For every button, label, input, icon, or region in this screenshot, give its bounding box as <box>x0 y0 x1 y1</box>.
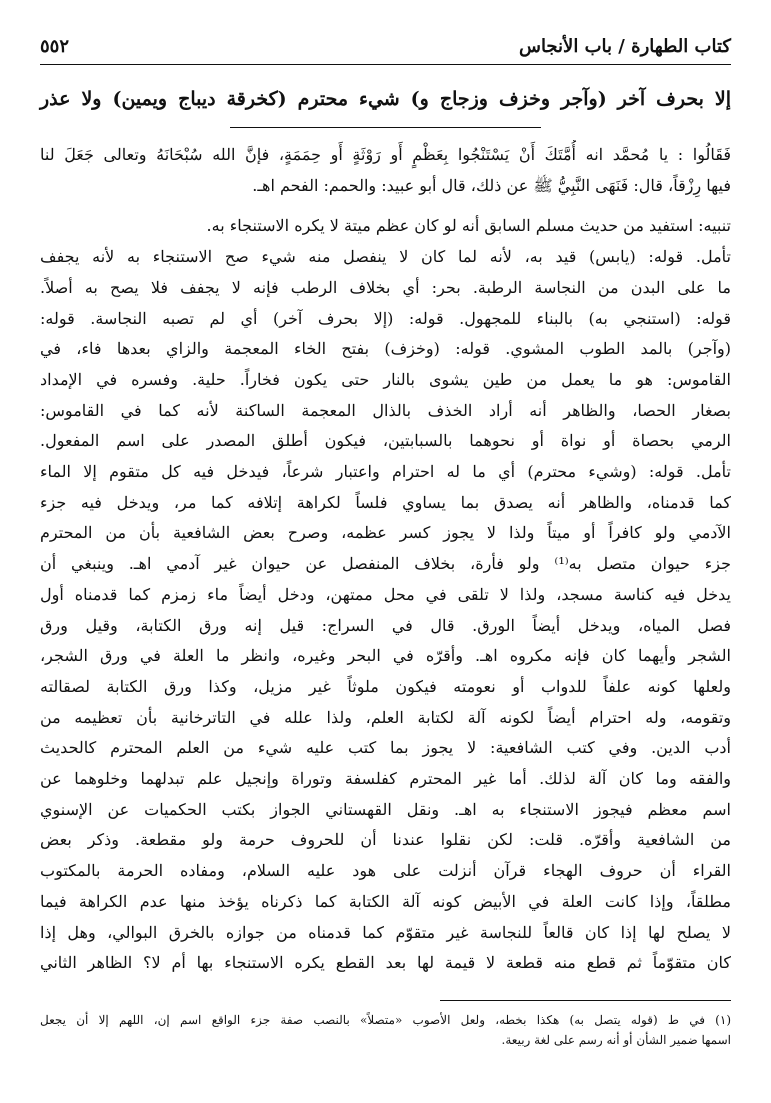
running-title: كتاب الطهارة / باب الأنجاس <box>518 36 731 57</box>
commentary-line: جزء حيوان متصل به⁽¹⁾ ولو فأرة، بخلاف المنفصل عن حيوان غير آدمي اهـ. وينبغي أن <box>40 554 731 574</box>
commentary-line: تنبيه: استفيد من حديث مسلم السابق أنه لو كان عظم ميتة لا يكره الاستنجاء به. <box>206 216 731 236</box>
commentary-block <box>40 140 731 979</box>
commentary-line: لا يصلح لها إذا كان قالعاً للنجاسة غير متقوّم كما قدمناه من جوازه بالخرق البوالي، وهل إذا <box>40 922 731 942</box>
commentary-line: قوله: (استنجي به) بالبناء للمجهول. قوله: (إلا بحرف آخر) أي لم تصبه النجاسة. قوله: <box>40 308 731 328</box>
footnote-line: (١) في ط (قوله يتصل به) هكذا بخطه، ولعل الأصوب «متصلاً» بالنصب صفة جزء الواقع اسم إن، اللهم إلا أن يجعل <box>40 1013 731 1027</box>
commentary-line: ما على البدن من النجاسة الرطبة. بحر: أي بخلاف الرطب فإنه لا يجفف فلا يصح به أصلاً. <box>40 277 731 297</box>
commentary-line: (وآجر) بالمد الطوب المشوي. قوله: (وخزف) بفتح الخاء المعجمة والزاي بعدها فاء، في <box>40 339 731 359</box>
page-number: ٥٥٢ <box>40 36 70 57</box>
commentary-line: بصغار الحصا، والظاهر أنه أراد الخذف بالذال المعجمة الساكنة لأنه كما في القاموس: <box>40 400 731 420</box>
footnote-rule <box>440 1000 731 1001</box>
footnote-line: اسمها ضمير الشأن أو أنه رسم على لغة ربيعة. <box>501 1033 731 1047</box>
commentary-line: تأمل. قوله: (يابس) قيد به، لأنه لما كان لا ينفصل منه شيء صح الاستنجاء به لأنه يجفف <box>40 247 731 267</box>
commentary-line: من الشافعية وأقرّه. قلت: لكن نقلوا عندنا أن للحروف حرمة ولو مقطعة. وذكر بعض <box>40 830 731 850</box>
commentary-line: وتقومه، وله احترام أيضاً لكونه آلة لكتابة العلم، ولذا علله في التاترخانية بأن تعظيمه من <box>40 707 731 727</box>
commentary-line: ولعلها كونه علفاً للدواب أو نعومته فيكون ملوثاً غير مزيل، وكذا ورق الكتابة لصقالته <box>40 676 731 696</box>
commentary-line: تأمل. قوله: (وشيء محترم) أي ما له احترام واعتبار شرعاً، فيدخل فيه كل متقوم إلا الماء <box>40 462 731 482</box>
commentary-line: الآدمي ولو كافراً أو ميتاً ولذا لا يجوز كسر عظمه، وصرح بعض الشافعية بأن من المحترم <box>40 523 731 543</box>
main-text-separator <box>230 127 541 128</box>
commentary-line: يدخل فيه كناسة مسجد، ولذا لا تلقى في محل ممتهن، ودخل أيضاً ماء زمزم كما قدمناه أول <box>40 584 731 604</box>
footnotes <box>40 1010 731 1050</box>
commentary-line: أدب الدين. وفي كتب الشافعية: لا يجوز بما كتب عليه شيء من العلم المحترم كالحديث <box>40 738 731 758</box>
page-header <box>40 36 731 57</box>
commentary-line: الرمي بحصاة أو نواة أو نحوهما بالسبابتين، فيكون أطلق المصدر على اسم المفعول. <box>40 431 731 451</box>
commentary-line: كان متقوّماً ثم قطع منه قطعة لا قيمة لها بعد القطع يكره الاستنجاء بها أم لا؟ الظاهر الثاني <box>40 953 731 973</box>
commentary-line: فيها رِزْقاً، قال: فَنَهَى النَّبِيُّ ﷺ عن ذلك، قال أبو عبيد: والحمم: الفحم اهـ. <box>252 175 731 195</box>
main-text-line: إلا بحرف آخر (وآجر وخزف وزجاج و) شيء محترم (كخرقة ديباج ويمين) ولا عذر <box>40 88 731 110</box>
commentary-line: فصل المياه، ويدخل أيضاً الورق. قال في السراج: قيل إنه ورق الكتابة، وقيل ورق <box>40 615 731 635</box>
commentary-line: الشجر وأيهما كان فإنه مكروه اهـ. وأقرّه في البحر وغيره، وانظر ما العلة في ورق الشجر، <box>40 646 731 666</box>
commentary-line: مطلقاً، وإذا كانت العلة في الأبيض كونه آلة الكتابة كما ذكرناه يؤخذ منها عدم الكراهة فيما <box>40 891 731 911</box>
commentary-line: كما قدمناه، والظاهر أنه يصدق بما يساوي فلساً لكراهة إتلافه كما مر، ويدخل فيه جزء <box>40 492 731 512</box>
commentary-line: القاموس: هو ما يعمل من طين يشوى بالنار حتى يكون فخاراً. حلية. وفسره في الإمداد <box>40 369 731 389</box>
header-rule <box>40 64 731 65</box>
commentary-line: القراء أن حروف الهجاء قرآن أنزلت على هود عليه السلام، ومفاده الحرمة بالمكتوب <box>40 861 731 881</box>
commentary-line: والفقه وما كان آلة لذلك. أما غير المحترم كفلسفة وتوراة وإنجيل علم تبدلهما وخلوهما عن <box>40 769 731 789</box>
commentary-line: فَقَالُوا : يا مُحمَّد انه أُمَّتَكَ أَنْ يَسْتَنْجُوا بِعَظْمٍ أَو رَوْثَةٍ أَو حِمَمَةٍ، فإنَّ الله سُبْحَانَهُ وتعالى جَعَلَ لنا <box>40 145 731 164</box>
commentary-line: اسم معظم فيجوز الاستنجاء به اهـ. ونقل القهستاني الجواز بكتب الحكميات عن الإسنوي <box>40 799 731 819</box>
